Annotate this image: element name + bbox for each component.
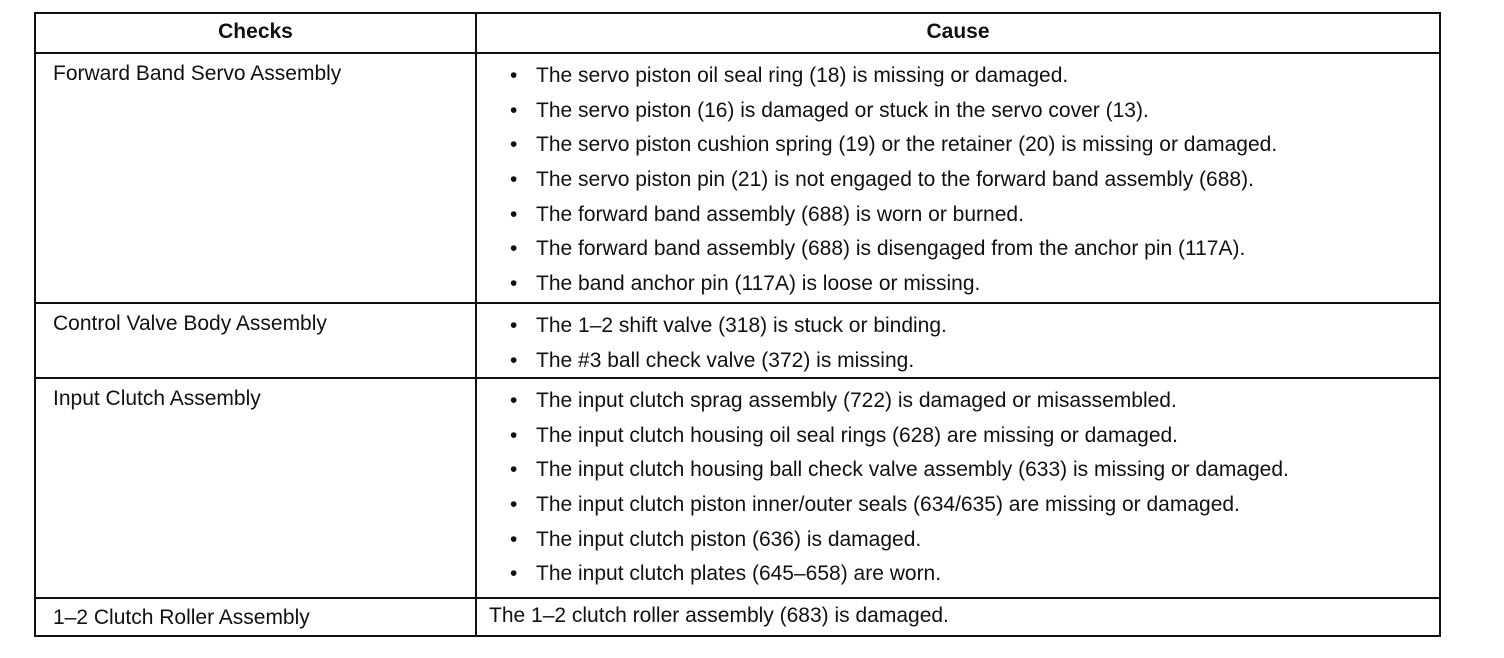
header-cause: Cause xyxy=(926,20,990,43)
cause-text: The servo piston pin (21) is not engaged to the forward band assembly (688). xyxy=(536,168,1254,192)
cause-list xyxy=(477,309,1439,378)
bullet-icon: • xyxy=(510,98,518,122)
cause-item xyxy=(510,232,1439,267)
cause-item xyxy=(510,557,1439,592)
table-header-row xyxy=(36,14,1439,52)
cause-text: The 1–2 shift valve (318) is stuck or binding. xyxy=(536,314,947,337)
cause-item xyxy=(510,419,1439,454)
cause-text: The forward band assembly (688) is worn or burned. xyxy=(536,202,1024,226)
check-label: Control Valve Body Assembly xyxy=(36,304,477,377)
cause-cell xyxy=(477,599,1439,635)
bullet-icon: • xyxy=(510,527,518,551)
cause-item xyxy=(510,488,1439,523)
check-label: Input Clutch Assembly xyxy=(36,379,477,597)
cause-text: The band anchor pin (117A) is loose or missing. xyxy=(536,272,981,296)
check-label: Forward Band Servo Assembly xyxy=(36,54,477,302)
bullet-icon: • xyxy=(510,389,518,412)
bullet-icon: • xyxy=(510,237,518,261)
cause-text: The input clutch housing oil seal rings (628) are missing or damaged. xyxy=(536,423,1179,447)
cause-text: The 1–2 clutch roller assembly (683) is damaged. xyxy=(489,604,949,627)
cause-cell xyxy=(477,379,1439,597)
cause-text: The input clutch housing ball check valve assembly (633) is missing or damaged. xyxy=(536,458,1289,482)
cause-cell xyxy=(477,304,1439,377)
bullet-icon: • xyxy=(510,202,518,226)
bullet-icon: • xyxy=(510,314,518,337)
header-checks: Checks xyxy=(36,14,477,52)
bullet-icon: • xyxy=(510,562,518,586)
cause-cell xyxy=(477,54,1439,302)
table-row xyxy=(36,52,1439,302)
bullet-icon: • xyxy=(510,458,518,482)
cause-item xyxy=(510,128,1439,163)
cause-text: The forward band assembly (688) is disengaged from the anchor pin (117A). xyxy=(536,237,1246,261)
table-row xyxy=(36,377,1439,597)
cause-text: The input clutch sprag assembly (722) is damaged or misassembled. xyxy=(536,389,1177,412)
cause-text: The servo piston cushion spring (19) or the retainer (20) is missing or damaged. xyxy=(536,133,1278,157)
check-label: 1–2 Clutch Roller Assembly xyxy=(36,599,477,635)
cause-text: The servo piston (16) is damaged or stuck in the servo cover (13). xyxy=(536,98,1149,122)
cause-text: The input clutch piston inner/outer seals (634/635) are missing or damaged. xyxy=(536,493,1240,517)
cause-item xyxy=(510,59,1439,94)
bullet-icon: • xyxy=(510,493,518,517)
cause-text: The input clutch piston (636) is damaged. xyxy=(536,527,922,551)
bullet-icon: • xyxy=(510,272,518,296)
bullet-icon: • xyxy=(510,423,518,447)
checks-cause-table xyxy=(34,12,1441,637)
cause-text: The #3 ball check valve (372) is missing. xyxy=(536,348,915,372)
table-row xyxy=(36,302,1439,377)
bullet-icon: • xyxy=(510,348,518,372)
cause-list xyxy=(477,59,1439,302)
cause-item xyxy=(510,309,1439,344)
cause-item xyxy=(510,384,1439,419)
cause-item xyxy=(510,523,1439,558)
cause-text: The input clutch plates (645–658) are worn. xyxy=(536,562,942,586)
cause-text: The servo piston oil seal ring (18) is missing or damaged. xyxy=(536,64,1069,87)
table-row xyxy=(36,597,1439,635)
cause-item xyxy=(510,267,1439,302)
cause-item xyxy=(510,163,1439,198)
cause-item xyxy=(510,344,1439,379)
cause-item xyxy=(510,94,1439,129)
cause-list xyxy=(477,384,1439,592)
bullet-icon: • xyxy=(510,133,518,157)
bullet-icon: • xyxy=(510,64,518,87)
cause-item xyxy=(510,198,1439,233)
cause-item xyxy=(510,453,1439,488)
bullet-icon: • xyxy=(510,168,518,192)
